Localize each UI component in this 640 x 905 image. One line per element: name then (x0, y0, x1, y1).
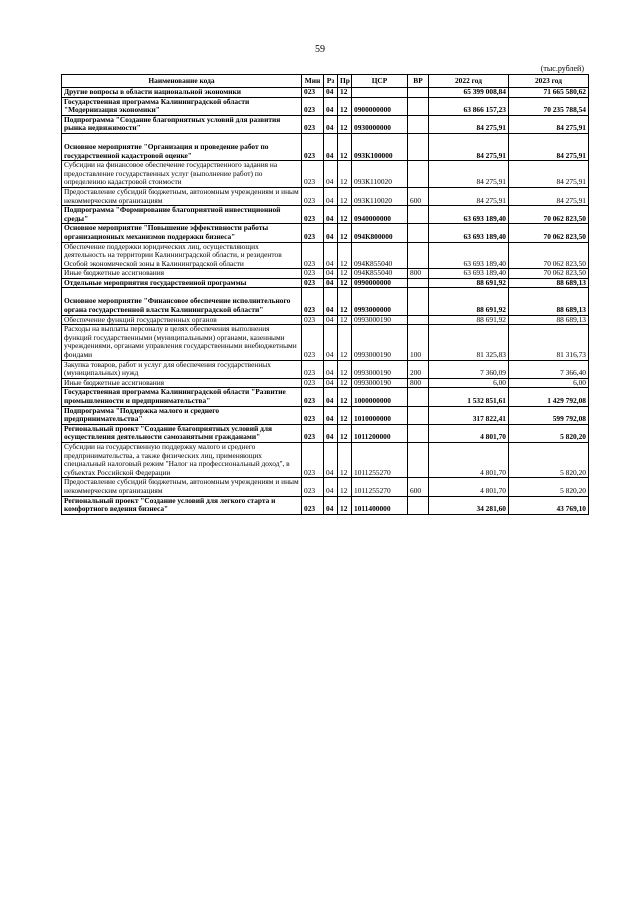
row-name: Основное мероприятие "Повышение эффективности работы организационных механизмов поддержки бизнеса" (62, 224, 302, 242)
row-csr: 0940000000 (352, 206, 408, 224)
row-2022: 4 801,70 (429, 478, 509, 496)
row-vr: 200 (408, 360, 429, 378)
row-2022: 34 281,60 (429, 496, 509, 514)
row-csr: 0930000000 (352, 115, 408, 133)
table-row (62, 297, 589, 315)
row-min: 023 (302, 325, 324, 360)
table-row (62, 224, 589, 242)
row-name: Региональный проект "Создание условий для легкого старта и комфортного ведения бизнеса" (62, 496, 302, 514)
row-vr (408, 278, 429, 288)
spacer-cell (62, 288, 302, 298)
row-rz: 04 (324, 378, 338, 388)
row-rz: 04 (324, 297, 338, 315)
row-vr (408, 315, 429, 325)
row-name: Государственная программа Калининградской области "Развитие промышленности и предпринимательства" (62, 388, 302, 406)
row-vr (408, 143, 429, 161)
row-2023: 70 062 823,50 (509, 206, 589, 224)
row-csr: 093К110020 (352, 161, 408, 188)
row-2023: 84 275,91 (509, 187, 589, 205)
spacer-cell (302, 288, 324, 298)
row-rz: 04 (324, 97, 338, 115)
row-min: 023 (302, 478, 324, 496)
row-2023: 70 062 823,50 (509, 224, 589, 242)
row-csr: 0900000000 (352, 97, 408, 115)
row-csr: 093К110020 (352, 187, 408, 205)
row-rz: 04 (324, 315, 338, 325)
header-vr: ВР (408, 75, 429, 88)
row-pr: 12 (338, 378, 352, 388)
header-min: Мин (302, 75, 324, 88)
table-row (62, 206, 589, 224)
row-min: 023 (302, 388, 324, 406)
row-vr (408, 206, 429, 224)
row-2023: 70 062 823,50 (509, 242, 589, 269)
table-body (62, 88, 589, 515)
row-min: 023 (302, 442, 324, 477)
row-2022: 84 275,91 (429, 187, 509, 205)
row-csr: 0993000000 (352, 297, 408, 315)
row-rz: 04 (324, 242, 338, 269)
row-2023: 88 689,13 (509, 278, 589, 288)
table-row (62, 143, 589, 161)
row-rz: 04 (324, 424, 338, 442)
row-2023: 84 275,91 (509, 115, 589, 133)
row-rz: 04 (324, 161, 338, 188)
row-vr (408, 406, 429, 424)
row-vr: 600 (408, 187, 429, 205)
row-vr (408, 88, 429, 98)
row-2023: 84 275,91 (509, 161, 589, 188)
row-vr (408, 115, 429, 133)
row-name: Подпрограмма "Создание благоприятных условий для развития рынка недвижимости" (62, 115, 302, 133)
row-2022: 63 693 189,40 (429, 242, 509, 269)
row-2022: 317 822,41 (429, 406, 509, 424)
row-name: Обеспечение функций государственных органов (62, 315, 302, 325)
row-2023: 81 316,73 (509, 325, 589, 360)
table-row (62, 88, 589, 98)
row-pr: 12 (338, 115, 352, 133)
row-name: Предоставление субсидий бюджетным, автономным учреждениям и иным некоммерческим организациям (62, 187, 302, 205)
page-number: 59 (315, 44, 325, 55)
row-min: 023 (302, 242, 324, 269)
row-csr: 0990000000 (352, 278, 408, 288)
row-min: 023 (302, 88, 324, 98)
row-vr (408, 242, 429, 269)
row-min: 023 (302, 115, 324, 133)
row-2023: 5 820,20 (509, 478, 589, 496)
row-csr: 094К855040 (352, 242, 408, 269)
row-pr: 12 (338, 315, 352, 325)
row-pr: 12 (338, 206, 352, 224)
row-2022: 63 866 157,23 (429, 97, 509, 115)
table-row (62, 442, 589, 477)
row-2022: 84 275,91 (429, 143, 509, 161)
spacer-row (62, 288, 589, 298)
row-vr (408, 297, 429, 315)
table-row (62, 115, 589, 133)
row-2022: 65 399 008,84 (429, 88, 509, 98)
row-rz: 04 (324, 187, 338, 205)
row-2023: 70 235 788,54 (509, 97, 589, 115)
row-2022: 88 691,92 (429, 315, 509, 325)
row-vr (408, 161, 429, 188)
row-name: Предоставление субсидий бюджетным, автономным учреждениям и иным некоммерческим организациям (62, 478, 302, 496)
spacer-cell (338, 133, 352, 143)
row-vr: 600 (408, 478, 429, 496)
row-name: Основное мероприятие "Организация и проведение работ по государственной кадастровой оценке" (62, 143, 302, 161)
row-rz: 04 (324, 406, 338, 424)
row-pr: 12 (338, 97, 352, 115)
row-vr: 800 (408, 378, 429, 388)
table-row (62, 496, 589, 514)
row-2023: 5 820,20 (509, 424, 589, 442)
table-row (62, 269, 589, 279)
header-rz: Рз (324, 75, 338, 88)
spacer-cell (408, 288, 429, 298)
row-rz: 04 (324, 88, 338, 98)
row-2022: 63 693 189,40 (429, 224, 509, 242)
row-pr: 12 (338, 161, 352, 188)
row-2022: 84 275,91 (429, 115, 509, 133)
header-2023: 2023 год (509, 75, 589, 88)
row-2022: 7 360,09 (429, 360, 509, 378)
row-min: 023 (302, 187, 324, 205)
row-pr: 12 (338, 242, 352, 269)
row-csr (352, 88, 408, 98)
row-csr: 1010000000 (352, 406, 408, 424)
row-pr: 12 (338, 478, 352, 496)
table-row (62, 424, 589, 442)
table-row (62, 388, 589, 406)
table-row (62, 161, 589, 188)
spacer-row (62, 133, 589, 143)
spacer-cell (429, 133, 509, 143)
row-pr: 12 (338, 143, 352, 161)
spacer-cell (352, 133, 408, 143)
row-pr: 12 (338, 187, 352, 205)
row-name: Региональный проект "Создание благоприятных условий для осуществления деятельности самозанятыми гражданами" (62, 424, 302, 442)
spacer-cell (302, 133, 324, 143)
row-csr: 1011400000 (352, 496, 408, 514)
spacer-cell (352, 288, 408, 298)
row-name: Подпрограмма "Поддержка малого и среднего предпринимательства" (62, 406, 302, 424)
row-csr: 094К800000 (352, 224, 408, 242)
spacer-cell (324, 133, 338, 143)
row-rz: 04 (324, 269, 338, 279)
spacer-cell (509, 133, 589, 143)
row-2022: 6,00 (429, 378, 509, 388)
table-row (62, 278, 589, 288)
header-name: Наименование кода (62, 75, 302, 88)
spacer-cell (429, 288, 509, 298)
row-name: Субсидии на государственную поддержку малого и среднего предпринимательства, а также физических лиц, применяющих специальный налоговый режим "Налог на профессиональный доход", в субъектах Российской Федерации (62, 442, 302, 477)
spacer-cell (324, 288, 338, 298)
row-name: Обеспечение поддержки юридических лиц, осуществляющих деятельность на территории Калининградской области, и резидентов Особой экономической зоны в Калининградской области (62, 242, 302, 269)
row-min: 023 (302, 297, 324, 315)
row-min: 023 (302, 378, 324, 388)
row-min: 023 (302, 161, 324, 188)
row-2022: 84 275,91 (429, 161, 509, 188)
spacer-cell (338, 288, 352, 298)
row-csr: 0993000190 (352, 315, 408, 325)
row-2023: 1 429 792,08 (509, 388, 589, 406)
row-vr (408, 388, 429, 406)
header-pr: Пр (338, 75, 352, 88)
row-rz: 04 (324, 478, 338, 496)
row-min: 023 (302, 424, 324, 442)
spacer-cell (408, 133, 429, 143)
row-name: Отдельные мероприятия государственной программы (62, 278, 302, 288)
row-rz: 04 (324, 115, 338, 133)
row-min: 023 (302, 206, 324, 224)
row-2023: 5 820,20 (509, 442, 589, 477)
row-2022: 4 801,70 (429, 442, 509, 477)
row-name: Иные бюджетные ассигнования (62, 378, 302, 388)
row-pr: 12 (338, 88, 352, 98)
table-row (62, 187, 589, 205)
header-2022: 2022 год (429, 75, 509, 88)
row-csr: 0993000190 (352, 325, 408, 360)
units-label: (тыс.рублей) (540, 64, 584, 73)
table-row (62, 478, 589, 496)
row-name: Иные бюджетные ассигнования (62, 269, 302, 279)
header-csr: ЦСР (352, 75, 408, 88)
row-pr: 12 (338, 388, 352, 406)
row-pr: 12 (338, 496, 352, 514)
row-rz: 04 (324, 442, 338, 477)
row-2022: 88 691,92 (429, 278, 509, 288)
row-csr: 094К855040 (352, 269, 408, 279)
table-header-row (62, 75, 589, 88)
row-name: Субсидии на финансовое обеспечение государственного задания на предоставление государственных услуг (выполнение работ) по определению кадастровой стоимости (62, 161, 302, 188)
row-vr (408, 224, 429, 242)
row-2022: 63 693 189,40 (429, 269, 509, 279)
row-2022: 4 801,70 (429, 424, 509, 442)
row-csr: 0993000190 (352, 378, 408, 388)
row-rz: 04 (324, 206, 338, 224)
row-rz: 04 (324, 496, 338, 514)
row-2023: 7 366,40 (509, 360, 589, 378)
row-vr: 100 (408, 325, 429, 360)
row-2023: 84 275,91 (509, 143, 589, 161)
table-row (62, 378, 589, 388)
row-csr: 1011200000 (352, 424, 408, 442)
row-rz: 04 (324, 224, 338, 242)
row-2023: 70 062 823,50 (509, 269, 589, 279)
row-vr (408, 97, 429, 115)
row-pr: 12 (338, 360, 352, 378)
row-name: Расходы на выплаты персоналу в целях обеспечения выполнения функций государственными (муниципальными) органами, казенными учреждениями, органами управления государственными внебюджетными фондами (62, 325, 302, 360)
row-pr: 12 (338, 269, 352, 279)
row-2022: 88 691,92 (429, 297, 509, 315)
row-csr: 1011255270 (352, 478, 408, 496)
row-min: 023 (302, 496, 324, 514)
spacer-cell (509, 288, 589, 298)
row-rz: 04 (324, 143, 338, 161)
row-min: 023 (302, 315, 324, 325)
table-row (62, 360, 589, 378)
row-name: Основное мероприятие "Финансовое обеспечение исполнительного органа государственной власти Калининградской области" (62, 297, 302, 315)
table-row (62, 406, 589, 424)
row-min: 023 (302, 143, 324, 161)
row-pr: 12 (338, 406, 352, 424)
row-vr (408, 424, 429, 442)
table-row (62, 315, 589, 325)
row-2023: 6,00 (509, 378, 589, 388)
row-name: Подпрограмма "Формирование благоприятной инвестиционной среды" (62, 206, 302, 224)
table-row (62, 325, 589, 360)
row-pr: 12 (338, 278, 352, 288)
row-2023: 71 665 580,62 (509, 88, 589, 98)
row-min: 023 (302, 278, 324, 288)
row-2023: 43 769,10 (509, 496, 589, 514)
row-vr (408, 442, 429, 477)
row-pr: 12 (338, 424, 352, 442)
row-2023: 599 792,08 (509, 406, 589, 424)
row-2022: 1 532 851,61 (429, 388, 509, 406)
row-2022: 63 693 189,40 (429, 206, 509, 224)
row-vr (408, 496, 429, 514)
row-2023: 88 689,13 (509, 297, 589, 315)
row-pr: 12 (338, 297, 352, 315)
row-name: Закупка товаров, работ и услуг для обеспечения государственных (муниципальных) нужд (62, 360, 302, 378)
row-2022: 81 325,83 (429, 325, 509, 360)
row-csr: 1000000000 (352, 388, 408, 406)
row-pr: 12 (338, 325, 352, 360)
row-min: 023 (302, 406, 324, 424)
row-min: 023 (302, 360, 324, 378)
row-pr: 12 (338, 224, 352, 242)
row-rz: 04 (324, 388, 338, 406)
row-rz: 04 (324, 360, 338, 378)
budget-table (61, 74, 589, 515)
spacer-cell (62, 133, 302, 143)
row-csr: 0993000190 (352, 360, 408, 378)
row-vr: 800 (408, 269, 429, 279)
table-row (62, 97, 589, 115)
row-name: Другие вопросы в области национальной экономики (62, 88, 302, 98)
row-csr: 1011255270 (352, 442, 408, 477)
row-min: 023 (302, 269, 324, 279)
row-pr: 12 (338, 442, 352, 477)
table-row (62, 242, 589, 269)
row-rz: 04 (324, 325, 338, 360)
row-rz: 04 (324, 278, 338, 288)
row-min: 023 (302, 224, 324, 242)
row-min: 023 (302, 97, 324, 115)
row-2023: 88 689,13 (509, 315, 589, 325)
row-name: Государственная программа Калининградской области "Модернизация экономики" (62, 97, 302, 115)
row-csr: 093К100000 (352, 143, 408, 161)
